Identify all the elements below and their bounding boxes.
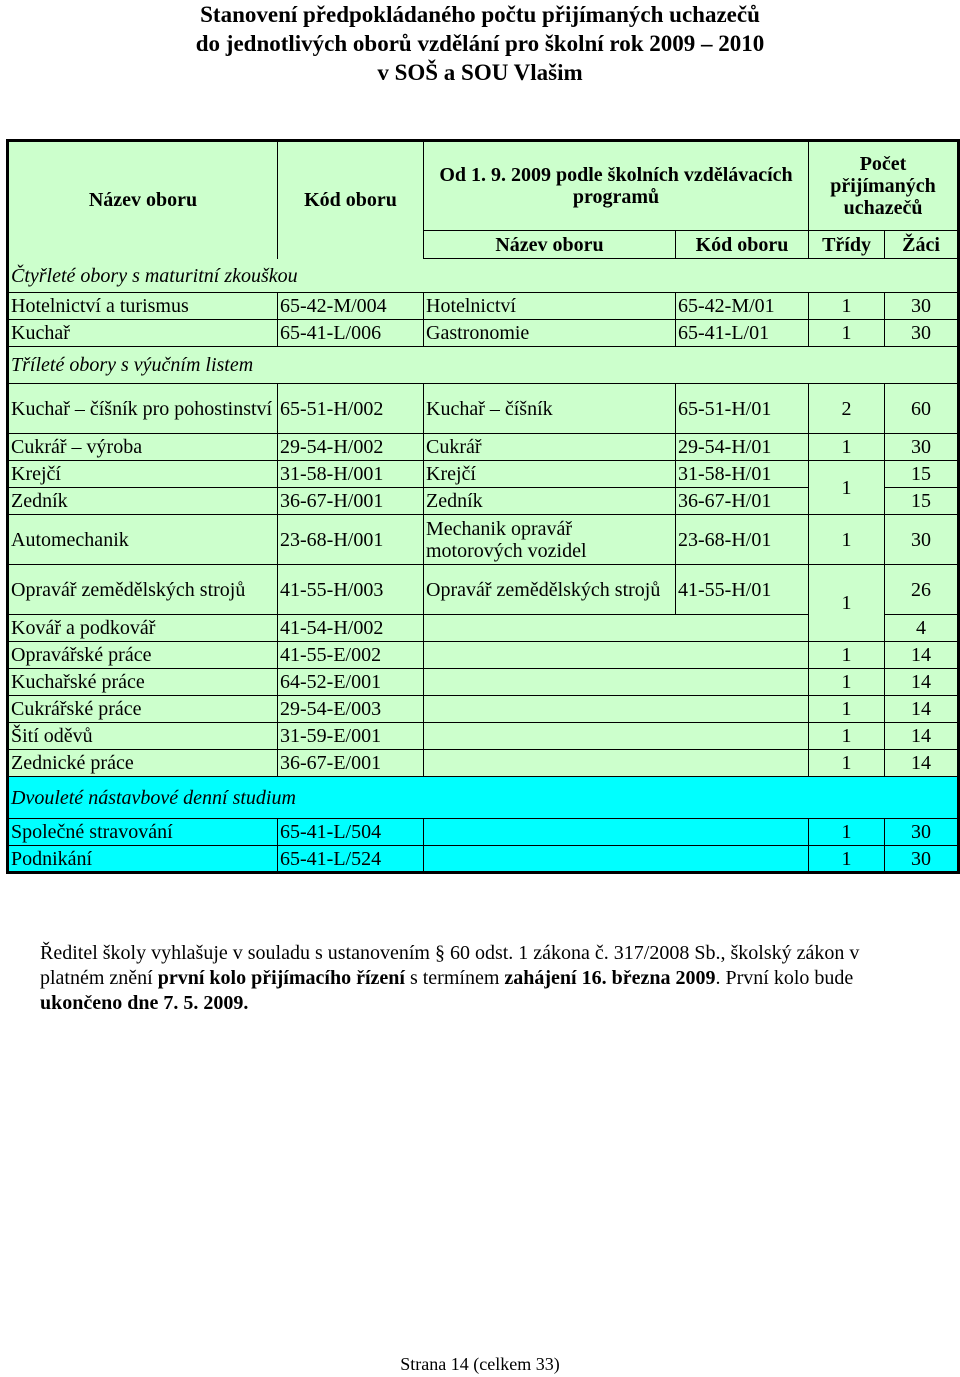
row-zaci: 15 [885,488,959,515]
table-row [8,723,959,750]
section-row [8,259,959,293]
footer-text-3: . První kolo bude [715,967,854,989]
row-name: Opravářské práce [8,642,278,669]
row-tridy: 1 [809,293,885,320]
row-code: 65-41-L/006 [278,320,424,347]
row-new-empty [424,846,809,873]
row-tridy: 1 [809,819,885,846]
header-od: Od 1. 9. 2009 podle školních vzdělávacích programů [424,141,809,231]
table-row [8,320,959,347]
row-code: 65-41-L/504 [278,819,424,846]
row-new-empty [424,696,809,723]
table-row [8,434,959,461]
row-zaci: 30 [885,846,959,873]
row-code: 29-54-H/002 [278,434,424,461]
row-new-name: Cukrář [424,434,676,461]
row-tridy: 1 [809,750,885,777]
table-row [8,696,959,723]
row-new-empty [424,669,809,696]
row-tridy-merged: 1 [809,461,885,515]
row-name: Krejčí [8,461,278,488]
row-zaci: 15 [885,461,959,488]
row-new-name: Zedník [424,488,676,515]
document-title [0,0,960,87]
table-row [8,819,959,846]
section-row [8,777,959,819]
row-code: 41-55-H/003 [278,565,424,615]
header-sub-nazev: Název oboru [424,231,676,259]
row-code: 23-68-H/001 [278,515,424,565]
table-row [8,669,959,696]
row-new-empty [424,723,809,750]
row-new-code: 36-67-H/01 [676,488,809,515]
table-row [8,750,959,777]
table-row [8,846,959,873]
row-name: Hotelnictví a turismus [8,293,278,320]
row-new-empty [424,819,809,846]
table-row [8,515,959,565]
row-tridy: 1 [809,642,885,669]
row-zaci: 26 [885,565,959,615]
row-tridy: 1 [809,846,885,873]
row-new-code: 65-42-M/01 [676,293,809,320]
title-line-2: do jednotlivých oborů vzdělání pro školní rok 2009 – 2010 [195,31,765,56]
table-row [8,293,959,320]
footer-text-2: s termínem [404,967,505,989]
table-row [8,642,959,669]
footer-bold-3: ukončeno dne 7. 5. 2009. [40,992,249,1014]
row-name: Zednické práce [8,750,278,777]
row-tridy: 1 [809,669,885,696]
row-code: 65-51-H/002 [278,384,424,434]
row-tridy: 1 [809,515,885,565]
row-name: Kuchař [8,320,278,347]
row-code: 41-54-H/002 [278,615,424,642]
row-zaci: 14 [885,723,959,750]
section-trilete: Tříleté obory s výučním listem [8,347,959,384]
section-row [8,347,959,384]
header-nazev-oboru: Název oboru [8,141,278,259]
page-number: Strana 14 (celkem 33) [400,1354,560,1374]
header-zaci: Žáci [885,231,959,259]
row-name: Cukrářské práce [8,696,278,723]
row-code: 64-52-E/001 [278,669,424,696]
section-dvoulete: Dvouleté nástavbové denní studium [8,777,959,819]
table-row [8,565,959,615]
row-new-code: 65-51-H/01 [676,384,809,434]
row-new-name: Gastronomie [424,320,676,347]
row-name: Kuchař – číšník pro pohostinství [8,384,278,434]
row-name: Automechanik [8,515,278,565]
row-zaci: 14 [885,696,959,723]
row-new-name: Krejčí [424,461,676,488]
row-new-empty [424,750,809,777]
header-row [8,141,959,231]
row-code: 41-55-E/002 [278,642,424,669]
row-zaci: 30 [885,515,959,565]
row-tridy: 1 [809,723,885,750]
header-sub-kod: Kód oboru [676,231,809,259]
admissions-table [6,139,960,874]
header-kod-oboru: Kód oboru [278,141,424,259]
table-row [8,384,959,434]
row-tridy: 1 [809,434,885,461]
row-tridy: 1 [809,696,885,723]
row-new-code: 23-68-H/01 [676,515,809,565]
row-tridy: 1 [809,320,885,347]
row-new-code: 29-54-H/01 [676,434,809,461]
footer-bold-2: zahájení 16. března 2009 [504,967,716,989]
title-line-1: Stanovení předpokládaného počtu přijímaných uchazečů [200,2,760,27]
header-pocet: Počet přijímaných uchazečů [809,141,959,231]
section-ctyrlete: Čtyřleté obory s maturitní zkouškou [8,259,959,293]
row-zaci: 60 [885,384,959,434]
title-line-3: v SOŠ a SOU Vlašim [377,60,583,85]
row-zaci: 30 [885,293,959,320]
row-new-empty [424,642,809,669]
row-code: 36-67-H/001 [278,488,424,515]
row-name: Kuchařské práce [8,669,278,696]
row-name: Zedník [8,488,278,515]
row-zaci: 14 [885,642,959,669]
row-new-empty [424,615,809,642]
footer-text-1: Ředitel školy vyhlašuje v souladu s ustanovením § 60 odst. 1 zákona č. 317/2008 Sb., školský zákon v platném znění [40,942,860,989]
row-new-name: Kuchař – číšník [424,384,676,434]
row-new-name: Hotelnictví [424,293,676,320]
row-tridy-merged: 1 [809,565,885,642]
footer-paragraph [40,941,920,1016]
row-zaci: 4 [885,615,959,642]
row-zaci: 30 [885,819,959,846]
footer-bold-1: první kolo přijímacího řízení [157,967,405,989]
row-name: Cukrář – výroba [8,434,278,461]
row-code: 31-59-E/001 [278,723,424,750]
row-name: Šití oděvů [8,723,278,750]
row-name: Společné stravování [8,819,278,846]
row-code: 29-54-E/003 [278,696,424,723]
row-new-code: 41-55-H/01 [676,565,809,615]
row-zaci: 30 [885,320,959,347]
row-name: Kovář a podkovář [8,615,278,642]
row-code: 65-42-M/004 [278,293,424,320]
row-zaci: 30 [885,434,959,461]
row-zaci: 14 [885,750,959,777]
row-new-name: Opravář zemědělských strojů [424,565,676,615]
row-code: 31-58-H/001 [278,461,424,488]
row-new-code: 65-41-L/01 [676,320,809,347]
row-zaci: 14 [885,669,959,696]
row-code: 65-41-L/524 [278,846,424,873]
row-code: 36-67-E/001 [278,750,424,777]
row-new-code: 31-58-H/01 [676,461,809,488]
row-tridy: 2 [809,384,885,434]
header-tridy: Třídy [809,231,885,259]
row-name: Opravář zemědělských strojů [8,565,278,615]
table-row [8,461,959,488]
row-name: Podnikání [8,846,278,873]
row-new-name: Mechanik opravář motorových vozidel [424,515,676,565]
